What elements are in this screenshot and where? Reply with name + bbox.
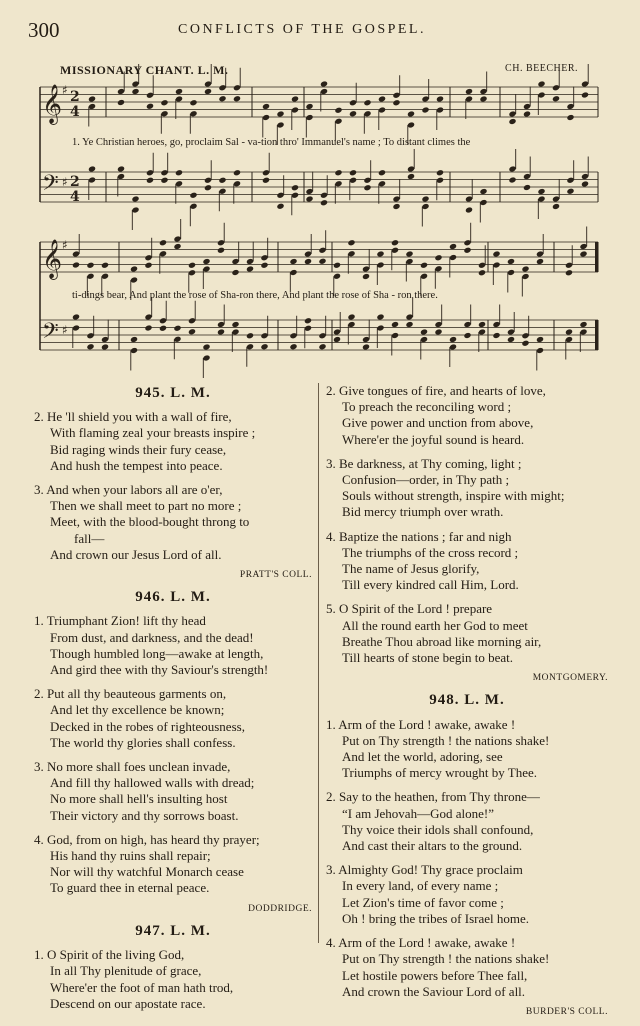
note-head	[565, 328, 573, 335]
note-head	[581, 180, 589, 187]
verse-line: fall—	[74, 530, 105, 546]
music-score	[0, 0, 640, 381]
attribution: PRATT'S COLL.	[239, 570, 312, 581]
sharp-sign: ♯	[62, 238, 68, 252]
verse-line: And crown the Saviour Lord of all.	[342, 983, 526, 999]
note-head	[334, 169, 342, 176]
note-head	[362, 273, 370, 280]
verse-line: Till hearts of stone begin to beat.	[342, 650, 514, 666]
verse-line: Bid raging winds their fury cease,	[50, 441, 227, 457]
hymn-block	[34, 923, 312, 1012]
attribution: MONTGOMERY.	[532, 673, 608, 684]
verse-line: 1. Arm of the Lord ! awake, awake !	[326, 716, 516, 732]
page-number: 300	[28, 18, 60, 42]
note-head	[536, 336, 544, 343]
sharp-sign: ♯	[62, 323, 68, 337]
note-head	[376, 250, 384, 257]
note-head	[478, 321, 486, 328]
time-signature: 4	[70, 104, 80, 120]
note-head	[131, 195, 139, 202]
note-head	[320, 199, 328, 206]
verse-line: Where'er the joyful sound is heard.	[342, 431, 525, 447]
time-signature: 4	[70, 189, 80, 205]
verse-line: Though humbled long—awake at length,	[50, 645, 264, 661]
note-head	[362, 343, 370, 350]
verse-line: In all Thy plenitude of grace,	[50, 963, 202, 979]
right-column	[326, 383, 608, 1026]
note-head	[246, 265, 254, 272]
note-head	[434, 328, 442, 335]
note-head	[202, 343, 210, 350]
hymn-number-title: 945. L. M.	[135, 385, 211, 401]
note-head	[291, 184, 299, 191]
note-head	[479, 188, 487, 195]
verse-line: 4. Baptize the nations ; far and nigh	[326, 528, 512, 544]
note-head	[565, 269, 573, 276]
note-head	[289, 343, 297, 350]
verse-line: 1. Triumphant Zion! lift thy head	[34, 613, 206, 629]
note-head	[378, 95, 386, 102]
verse-line: Where'er the foot of man hath trod,	[50, 979, 234, 995]
note-head	[536, 258, 544, 265]
note-head	[492, 332, 500, 339]
note-head	[231, 269, 239, 276]
note-head	[291, 95, 299, 102]
note-head	[521, 265, 529, 272]
note-head	[101, 262, 109, 269]
verse-line: Put on Thy strength ! the nations shake!	[342, 951, 550, 967]
note-head	[173, 325, 181, 332]
note-head	[188, 328, 196, 335]
note-head	[333, 262, 341, 269]
lyric-line-1: 1. Ye Christian heroes, go, proclaim Sal - va-tion thro' Immanuel's name ; To distant climes the	[72, 137, 471, 148]
note-head	[363, 99, 371, 106]
note-head	[101, 343, 109, 350]
note-head	[160, 99, 168, 106]
running-title: CONFLICTS OF THE GOSPEL.	[178, 22, 426, 37]
left-column	[34, 385, 312, 1020]
note-head	[363, 184, 371, 191]
note-head	[523, 184, 531, 191]
bass-clef: 𝄢	[42, 171, 59, 201]
verse-line: Souls without strength, inspire with might;	[342, 488, 565, 504]
note-head	[146, 103, 154, 110]
stanza	[326, 529, 608, 594]
column-divider	[318, 383, 319, 943]
attribution: DODDRIDGE.	[248, 903, 312, 914]
note-head	[537, 188, 545, 195]
note-head	[552, 95, 560, 102]
verse-line: 3. And when your labors all are o'er,	[34, 482, 223, 498]
note-head	[160, 177, 168, 184]
stanza	[326, 935, 608, 1000]
note-head	[262, 177, 270, 184]
note-head	[233, 169, 241, 176]
verse-line: And crown our Jesus Lord of all.	[50, 546, 222, 562]
sharp-sign: ♯	[62, 83, 68, 97]
verse-line: 2. He 'll shield you with a wall of fire,	[34, 409, 232, 425]
verse-line: Let Zion's time of favor come ;	[342, 894, 504, 910]
bass-clef: 𝄢	[42, 319, 59, 349]
note-head	[130, 265, 138, 272]
note-head	[421, 106, 429, 113]
note-head	[463, 332, 471, 339]
note-head	[159, 239, 167, 246]
verse-line: 4. God, from on high, has heard thy prayer;	[34, 831, 260, 847]
note-head	[304, 317, 312, 324]
verse-line: Confusion—order, in Thy path ;	[342, 472, 510, 488]
note-head	[276, 110, 284, 117]
hymn-block	[326, 692, 608, 1020]
verse-line: 4. Arm of the Lord ! awake, awake !	[326, 935, 516, 951]
note-head	[407, 173, 415, 180]
hymn-number-title: 946. L. M.	[135, 589, 211, 606]
verse-line: Their victory and thy sorrows boast.	[50, 807, 239, 823]
note-head	[72, 313, 80, 320]
note-head	[276, 203, 284, 210]
stanza	[34, 482, 312, 563]
note-head	[305, 195, 313, 202]
stanza	[34, 759, 312, 824]
verse-line: “I am Jehovah—God alone!”	[342, 805, 494, 821]
note-head	[449, 336, 457, 343]
stanza	[326, 383, 608, 448]
note-head	[318, 343, 326, 350]
verse-line: And let the world, adoring, see	[342, 749, 503, 765]
note-head	[581, 91, 589, 98]
verse-line: 2. Put all thy beauteous garments on,	[34, 686, 227, 702]
note-head	[347, 239, 355, 246]
note-head	[260, 262, 268, 269]
note-head	[72, 261, 80, 268]
note-head	[88, 165, 96, 172]
note-head	[218, 177, 226, 184]
note-head	[289, 258, 297, 265]
verse-line: 1. O Spirit of the living God,	[34, 947, 185, 963]
note-head	[579, 250, 587, 257]
note-head	[260, 343, 268, 350]
note-head	[537, 80, 545, 87]
verse-line: Then we shall meet to part no more ;	[50, 498, 242, 514]
verse-line: And let thy excellence be known;	[50, 702, 225, 718]
stanza	[326, 717, 608, 782]
verse-line: 2. Say to the heathen, from Thy throne—	[326, 789, 540, 805]
hymn-block	[34, 385, 312, 583]
stanza	[326, 862, 608, 927]
verse-line: From dust, and darkness, and the dead!	[50, 629, 254, 645]
note-head	[304, 258, 312, 265]
verse-line: Give power and unction from above,	[342, 415, 534, 431]
stanza	[34, 409, 312, 474]
note-head	[131, 88, 139, 95]
note-head	[305, 103, 313, 110]
note-head	[175, 169, 183, 176]
note-head	[86, 262, 94, 269]
stanza	[34, 613, 312, 678]
verse-line: Decked in the robes of righteousness,	[50, 718, 245, 734]
verse-line: With flaming zeal your breasts inspire ;	[50, 425, 256, 441]
note-head	[173, 243, 181, 250]
verse-line: To preach the reconciling word ;	[342, 399, 512, 415]
note-head	[508, 118, 516, 125]
note-head	[159, 325, 167, 332]
attribution: BURDER'S COLL.	[525, 1006, 608, 1017]
note-head	[202, 258, 210, 265]
stanza	[326, 456, 608, 521]
note-head	[392, 99, 400, 106]
verse-line: Let hostile powers before Thee fall,	[342, 967, 528, 983]
note-head	[146, 177, 154, 184]
note-head	[391, 321, 399, 328]
note-head	[334, 107, 342, 114]
tune-name: MISSIONARY CHANT. L. M.	[60, 63, 229, 77]
note-head	[392, 203, 400, 210]
composer: CH. BEECHER.	[505, 63, 578, 74]
note-head	[378, 169, 386, 176]
note-head	[188, 262, 196, 269]
stanza	[34, 947, 312, 1012]
hymn-number-title: 948. L. M.	[429, 692, 505, 709]
verse-line: Meet, with the blood-bought throng to	[50, 514, 250, 530]
time-signature: 2	[70, 174, 80, 190]
note-head	[552, 203, 560, 210]
verse-line: Thy voice their idols shall confound,	[342, 821, 534, 837]
verse-line: Breathe Thou abroad like morning air,	[342, 633, 542, 649]
stanza	[326, 601, 608, 666]
note-head	[217, 328, 225, 335]
note-head	[508, 176, 516, 183]
stanza	[326, 789, 608, 854]
note-head	[507, 258, 515, 265]
verse-line: The name of Jesus glorify,	[342, 561, 480, 577]
verse-line: And fill thy hallowed walls with dread;	[50, 775, 255, 791]
verse-line: And gird thee with thy Saviour's strength!	[50, 662, 269, 678]
verse-line: 3. Be darkness, at Thy coming, light ;	[326, 455, 522, 471]
lyric-line-2: ti-dings bear, And plant the rose of Sha-ron there, And plant the rose of Sha - ron there.	[72, 290, 438, 301]
note-head	[478, 269, 486, 276]
verse-line: Descend on our apostate race.	[50, 995, 206, 1011]
verse-line: All the round earth her God to meet	[342, 617, 528, 633]
note-head	[349, 169, 357, 176]
note-head	[479, 95, 487, 102]
note-head	[405, 321, 413, 328]
verse-line: In every land, of every name ;	[342, 878, 499, 894]
sharp-sign: ♯	[62, 175, 68, 189]
note-head	[449, 243, 457, 250]
note-head	[262, 103, 270, 110]
verse-line: And hush the tempest into peace.	[50, 457, 223, 473]
verse-line: No more shall hell's insulting host	[50, 791, 228, 807]
note-head	[204, 184, 212, 191]
note-head	[175, 88, 183, 95]
note-head	[507, 336, 515, 343]
verse-line: To guard thee in eternal peace.	[50, 880, 210, 896]
note-head	[463, 247, 471, 254]
note-head	[130, 336, 138, 343]
final-bar	[595, 320, 598, 350]
verse-line: His hand thy ruins shall repair;	[50, 848, 211, 864]
verse-line: Put on Thy strength ! the nations shake!	[342, 732, 550, 748]
note-head	[233, 95, 241, 102]
note-head	[204, 88, 212, 95]
time-signature: 2	[70, 89, 80, 105]
note-head	[318, 258, 326, 265]
hymn-block	[326, 383, 608, 686]
note-head	[189, 192, 197, 199]
note-head	[465, 88, 473, 95]
verse-line: The world thy glories shall confess.	[50, 734, 236, 750]
verse-line: 3. Almighty God! Thy grace proclaim	[326, 862, 523, 878]
verse-line: 2. Give tongues of fire, and hearts of love,	[326, 383, 546, 398]
note-head	[436, 169, 444, 176]
note-head	[218, 95, 226, 102]
note-head	[492, 250, 500, 257]
verse-line: Bid mercy triumph over wrath.	[342, 504, 504, 520]
stanza	[34, 832, 312, 897]
note-head	[144, 324, 152, 331]
verse-line: Till every kindred call Him, Lord.	[342, 577, 519, 593]
note-head	[407, 110, 415, 117]
verse-line: And cast their altars to the ground.	[342, 838, 523, 854]
final-bar	[595, 242, 598, 272]
note-head	[117, 165, 125, 172]
note-head	[231, 321, 239, 328]
note-head	[521, 340, 529, 347]
note-head	[320, 80, 328, 87]
verse-line: Triumphs of mercy wrought by Thee.	[342, 765, 537, 781]
note-head	[86, 343, 94, 350]
verse-line: The triumphs of the cross record ;	[342, 544, 519, 560]
note-head	[523, 110, 531, 117]
note-head	[421, 195, 429, 202]
note-head	[246, 332, 254, 339]
stanza	[34, 686, 312, 751]
note-head	[349, 110, 357, 117]
note-head	[420, 262, 428, 269]
treble-clef: 𝄞	[42, 84, 63, 124]
note-head	[566, 188, 574, 195]
note-head	[88, 95, 96, 102]
note-head	[376, 313, 384, 320]
hymn-number-title: 947. L. M.	[135, 922, 211, 939]
note-head	[420, 328, 428, 335]
verse-line: 5. O Spirit of the Lord ! prepare	[326, 601, 493, 617]
note-head	[391, 239, 399, 246]
note-head	[566, 114, 574, 121]
note-head	[579, 321, 587, 328]
note-head	[347, 313, 355, 320]
note-head	[465, 206, 473, 213]
note-head	[333, 336, 341, 343]
treble-clef: 𝄞	[42, 239, 63, 279]
note-head	[217, 247, 225, 254]
note-head	[405, 250, 413, 257]
note-head	[117, 99, 125, 106]
note-head	[189, 99, 197, 106]
verse-line: 3. No more shall foes unclean invade,	[34, 759, 231, 775]
note-head	[144, 262, 152, 269]
note-head	[434, 254, 442, 261]
verse-line: Nor will thy watchful Monarch cease	[50, 864, 244, 880]
hymn-block	[34, 589, 312, 917]
verse-line: Oh ! bring the tribes of Israel home.	[342, 910, 530, 926]
note-head	[436, 95, 444, 102]
